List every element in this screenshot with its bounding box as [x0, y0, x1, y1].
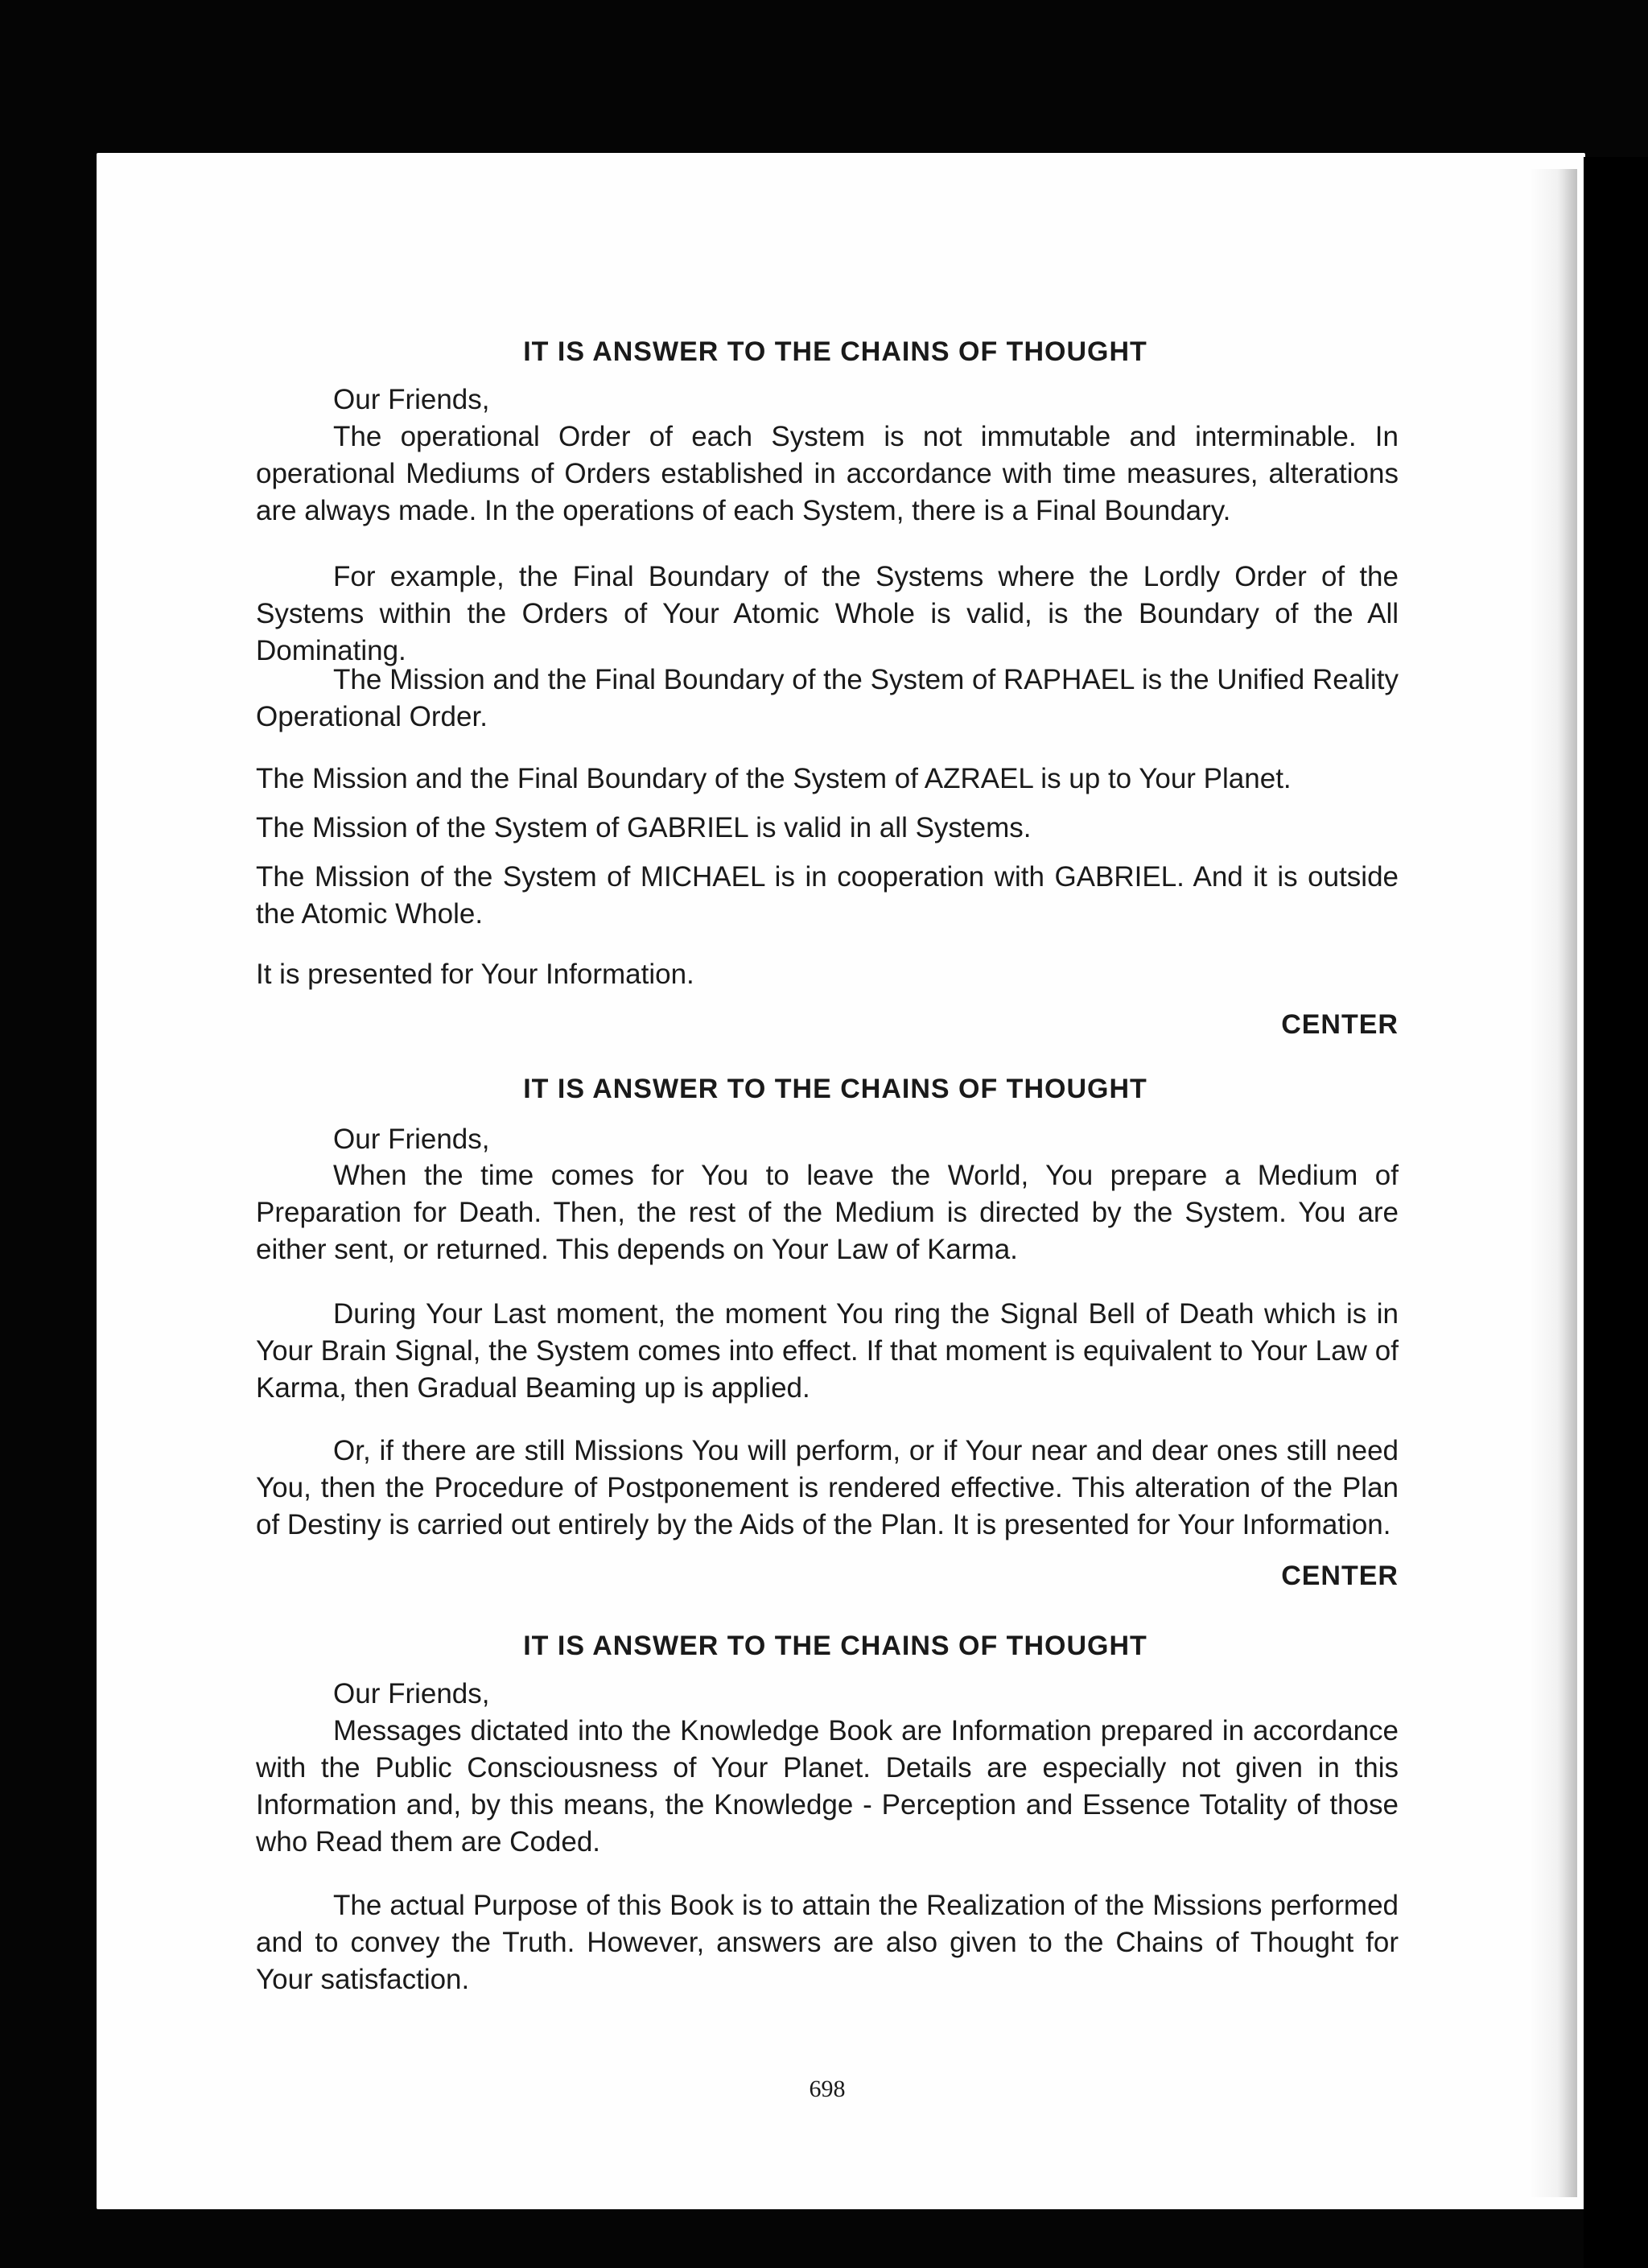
section-2-paragraph-3: Or, if there are still Missions You will perform, or if Your near and dear ones still need You, then the Procedure of Postponement is rendered effective. This alteration of the Plan of Destiny is carried out entirely by the Aids of the Plan. It is presented for Your Information.: [256, 1435, 1399, 1540]
section-2-salutation: Our Friends,: [333, 1124, 490, 1155]
section-2-signature: CENTER: [1281, 1561, 1399, 1591]
section-1-paragraph-7: It is presented for Your Information.: [256, 959, 694, 990]
section-1-paragraph-3: The Mission and the Final Boundary of the System of RAPHAEL is the Unified Reality Operational Order.: [256, 664, 1399, 732]
section-3-paragraph-1: Messages dictated into the Knowledge Book are Information prepared in accordance with the Public Consciousness of Your Planet. Details are especially not given in this Information and, by this means, the Knowledge - Perception and Essence Totality of those who Read them are Coded.: [256, 1715, 1399, 1858]
section-3-paragraph-2: The actual Purpose of this Book is to attain the Realization of the Missions performed and to convey the Truth. However, answers are also given to the Chains of Thought for Your satisfaction.: [256, 1890, 1399, 1995]
book-gutter-shadow: [1529, 169, 1577, 2197]
section-2-paragraph-2: During Your Last moment, the moment You ring the Signal Bell of Death which is in Your Brain Signal, the System comes into effect. If that moment is equivalent to Your Law of Karma, then Gradual Beaming up is applied.: [256, 1298, 1399, 1404]
section-1-signature: CENTER: [1281, 1009, 1399, 1040]
scan-border: [1584, 157, 1648, 2268]
section-1-paragraph-4: The Mission and the Final Boundary of the System of AZRAEL is up to Your Planet.: [256, 763, 1292, 794]
section-1-salutation: Our Friends,: [333, 384, 490, 415]
page-number: 698: [809, 2076, 846, 2102]
section-1-paragraph-6: The Mission of the System of MICHAEL is in cooperation with GABRIEL. And it is outside the Atomic Whole.: [256, 861, 1399, 930]
section-3-heading: IT IS ANSWER TO THE CHAINS OF THOUGHT: [523, 1631, 1147, 1661]
section-1-heading: IT IS ANSWER TO THE CHAINS OF THOUGHT: [523, 336, 1147, 367]
section-1-paragraph-2: For example, the Final Boundary of the Systems where the Lordly Order of the Systems within the Orders of Your Atomic Whole is valid, is the Boundary of the All Dominating.: [256, 561, 1399, 666]
section-1-paragraph-5: The Mission of the System of GABRIEL is valid in all Systems.: [256, 812, 1032, 843]
section-1-paragraph-1: The operational Order of each System is not immutable and interminable. In operational Mediums of Orders established in accordance with time measures, alterations are always made. In the operations of each System, there is a Final Boundary.: [256, 421, 1399, 526]
section-2-paragraph-1: When the time comes for You to leave the World, You prepare a Medium of Preparation for Death. Then, the rest of the Medium is directed by the System. You are either sent, or returned. This depends on Your Law of Karma.: [256, 1160, 1399, 1265]
section-3-salutation: Our Friends,: [333, 1678, 490, 1709]
section-2-heading: IT IS ANSWER TO THE CHAINS OF THOUGHT: [523, 1074, 1147, 1104]
